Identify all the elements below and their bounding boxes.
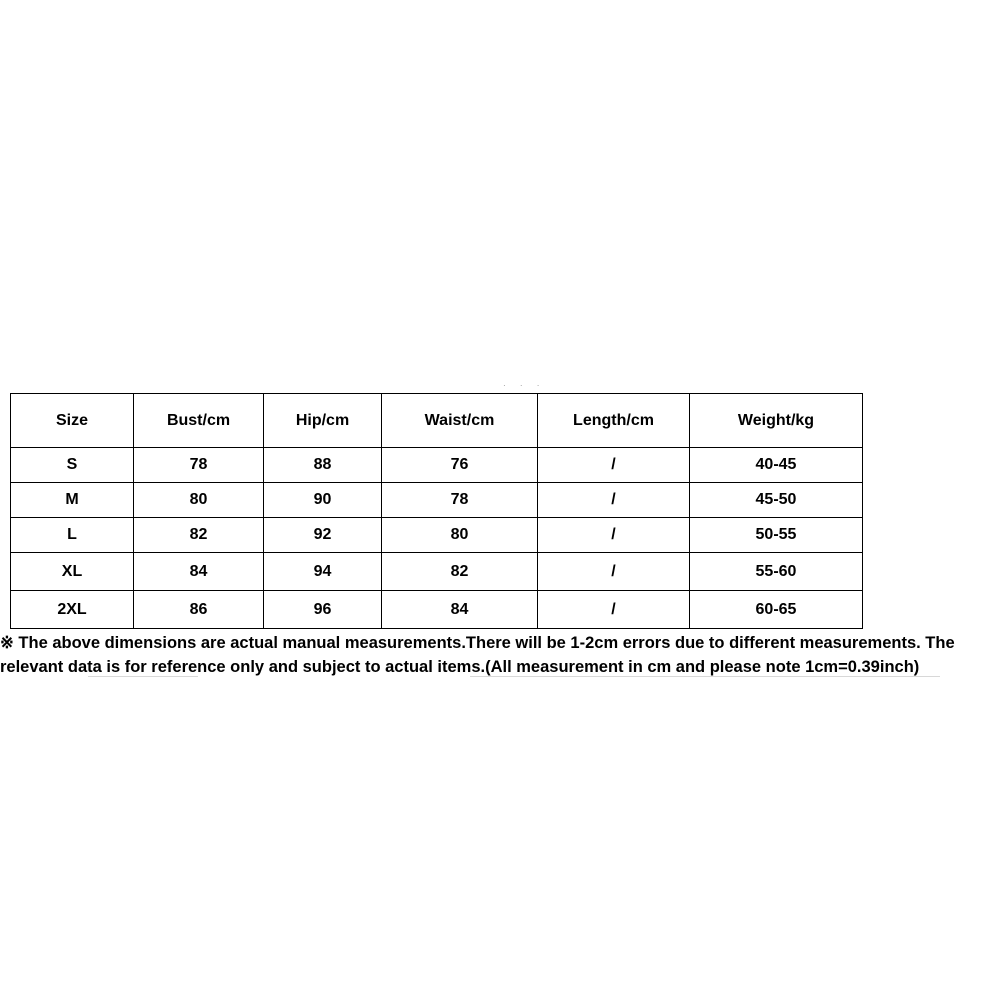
cell-length: / [538, 518, 690, 553]
table-row [11, 591, 863, 629]
cell-bust: 80 [134, 483, 264, 518]
header-weight: Weight/kg [690, 394, 863, 448]
cell-waist: 76 [382, 448, 538, 483]
cell-length: / [538, 483, 690, 518]
cell-waist: 80 [382, 518, 538, 553]
size-chart-table [10, 393, 863, 629]
table-row [11, 483, 863, 518]
cell-weight: 45-50 [690, 483, 863, 518]
cell-bust: 82 [134, 518, 264, 553]
header-hip: Hip/cm [264, 394, 382, 448]
header-size: Size [11, 394, 134, 448]
cell-bust: 86 [134, 591, 264, 629]
note-line-2: relevant data is for reference only and subject to actual items.(All measurement in cm and please note 1cm=0.39inch) [0, 658, 920, 676]
cell-weight: 55-60 [690, 553, 863, 591]
cell-size: M [11, 483, 134, 518]
cell-weight: 60-65 [690, 591, 863, 629]
header-length: Length/cm [538, 394, 690, 448]
cell-bust: 78 [134, 448, 264, 483]
header-waist: Waist/cm [382, 394, 538, 448]
cell-hip: 96 [264, 591, 382, 629]
cell-size: S [11, 448, 134, 483]
cell-hip: 88 [264, 448, 382, 483]
cell-hip: 92 [264, 518, 382, 553]
cell-waist: 78 [382, 483, 538, 518]
cell-length: / [538, 591, 690, 629]
cell-length: / [538, 553, 690, 591]
cell-length: / [538, 448, 690, 483]
cell-weight: 40-45 [690, 448, 863, 483]
table-row [11, 553, 863, 591]
header-bust: Bust/cm [134, 394, 264, 448]
cell-waist: 82 [382, 553, 538, 591]
decorative-dots: · · · [503, 381, 546, 390]
cell-hip: 90 [264, 483, 382, 518]
note-line-1: ※ The above dimensions are actual manual measurements.There will be 1-2cm errors due to different measurements. The [0, 634, 955, 652]
cell-waist: 84 [382, 591, 538, 629]
cell-bust: 84 [134, 553, 264, 591]
measurement-note [0, 631, 1000, 679]
table-row [11, 448, 863, 483]
cell-size: L [11, 518, 134, 553]
cell-size: 2XL [11, 591, 134, 629]
table-header-row [11, 394, 863, 448]
cell-weight: 50-55 [690, 518, 863, 553]
faint-divider-right [470, 676, 940, 677]
cell-size: XL [11, 553, 134, 591]
faint-divider-left [88, 676, 198, 677]
cell-hip: 94 [264, 553, 382, 591]
table-row [11, 518, 863, 553]
